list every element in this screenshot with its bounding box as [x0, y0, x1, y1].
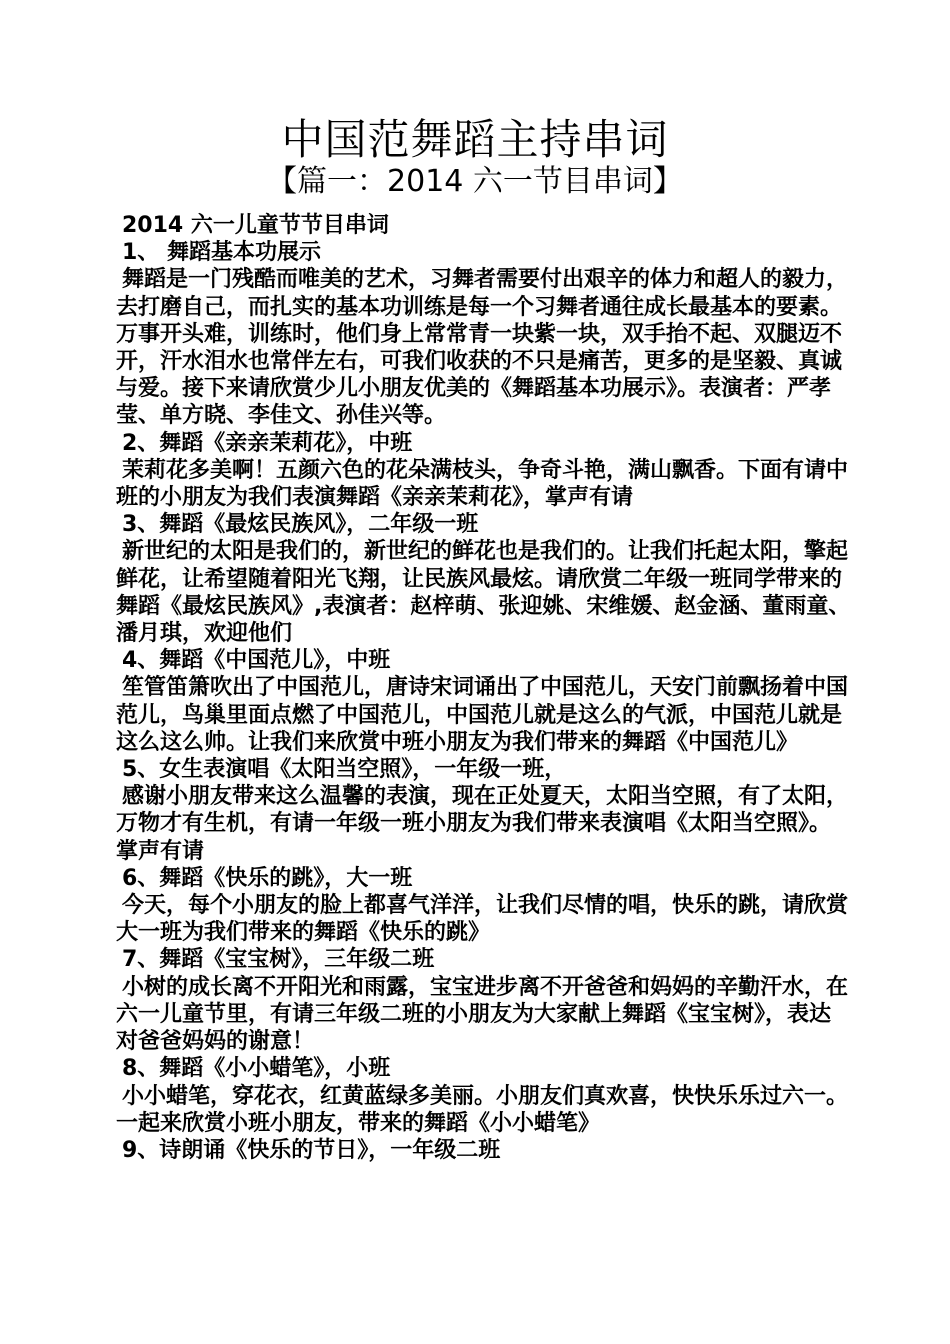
program-item-title: 1、 舞蹈基本功展示 — [122, 240, 321, 266]
program-item-text: 小小蜡笔，穿花衣，红黄蓝绿多美丽。小朋友们真欢喜，快快乐乐过六一。一起来欣赏小班小朋友，带来的舞蹈《小小蜡笔》 — [116, 1083, 849, 1136]
program-item-text: 新世纪的太阳是我们的，新世纪的鲜花也是我们的。让我们托起太阳，擎起鲜花，让希望随着阳光飞翔，让民族风最炫。请欣赏二年级一班同学带来的舞蹈《最炫民族风》,表演者：赵梓萌、张迎姚、宋维媛、赵金涵、董雨童、潘月琪，欢迎他们 — [116, 539, 851, 647]
document-title: 中国范舞蹈主持串词 — [281, 115, 669, 164]
program-item-text: 今天，每个小朋友的脸上都喜气洋洋，让我们尽情的唱，快乐的跳，请欣赏大一班为我们带来的舞蹈《快乐的跳》 — [116, 893, 849, 946]
program-item-title: 3、舞蹈《最炫民族风》，二年级一班 — [122, 512, 479, 538]
program-item-text: 舞蹈是一门残酷而唯美的艺术，习舞者需要付出艰辛的体力和超人的毅力，去打磨自己，而扎实的基本功训练是每一个习舞者通往成长最基本的要素。万事开头难，训练时，他们身上常常青一块紫一块，双手抬不起、双腿迈不开，汗水泪水也常伴左右，可我们收获的不只是痛苦，更多的是坚毅、真诚与爱。接下来请欣赏少儿小朋友优美的《舞蹈基本功展示》。表演者：严孝莹、单方晓、李佳文、孙佳兴等。 — [116, 267, 849, 429]
program-item-text: 茉莉花多美啊！五颜六色的花朵满枝头，争奇斗艳，满山飘香。下面有请中班的小朋友为我们表演舞蹈《亲亲茉莉花》，掌声有请 — [116, 457, 849, 511]
program-item-text: 感谢小朋友带来这么温馨的表演，现在正处夏天，太阳当空照，有了太阳，万物才有生机，有请一年级一班小朋友为我们带来表演唱《太阳当空照》。 掌声有请 — [116, 784, 849, 864]
program-item-text: 笙管笛箫吹出了中国范儿，唐诗宋词诵出了中国范儿，天安门前飘扬着中国范儿，鸟巢里面点燃了中国范儿，中国范儿就是这么的气派，中国范儿就是这么这么帅。让我们来欣赏中班小朋友为我们带来的舞蹈《中国范儿》 — [116, 675, 849, 755]
section-heading: 2014 六一儿童节节目串词 — [122, 213, 389, 238]
program-item-title: 4、舞蹈《中国范儿》，中班 — [122, 648, 391, 674]
program-item-text: 小树的成长离不开阳光和雨露，宝宝进步离不开爸爸和妈妈的辛勤汗水，在六一儿童节里，有请三年级二班的小朋友为大家献上舞蹈《宝宝树》，表达对爸爸妈妈的谢意！ — [116, 974, 849, 1055]
program-item-title: 2、舞蹈《亲亲茉莉花》，中班 — [122, 430, 413, 456]
program-item-title: 8、舞蹈《小小蜡笔》，小班 — [122, 1056, 391, 1082]
program-item-title: 5、女生表演唱《太阳当空照》，一年级一班， — [122, 757, 567, 783]
program-item-title: 7、舞蹈《宝宝树》，三年级二班 — [122, 947, 435, 973]
program-item-title: 9、诗朗诵《快乐的节日》，一年级二班 — [122, 1137, 501, 1163]
document-body — [116, 212, 851, 1164]
program-item-title: 6、舞蹈《快乐的跳》，大一班 — [122, 865, 413, 891]
document-subtitle: 【篇一：2014 六一节目串词】 — [267, 164, 683, 199]
